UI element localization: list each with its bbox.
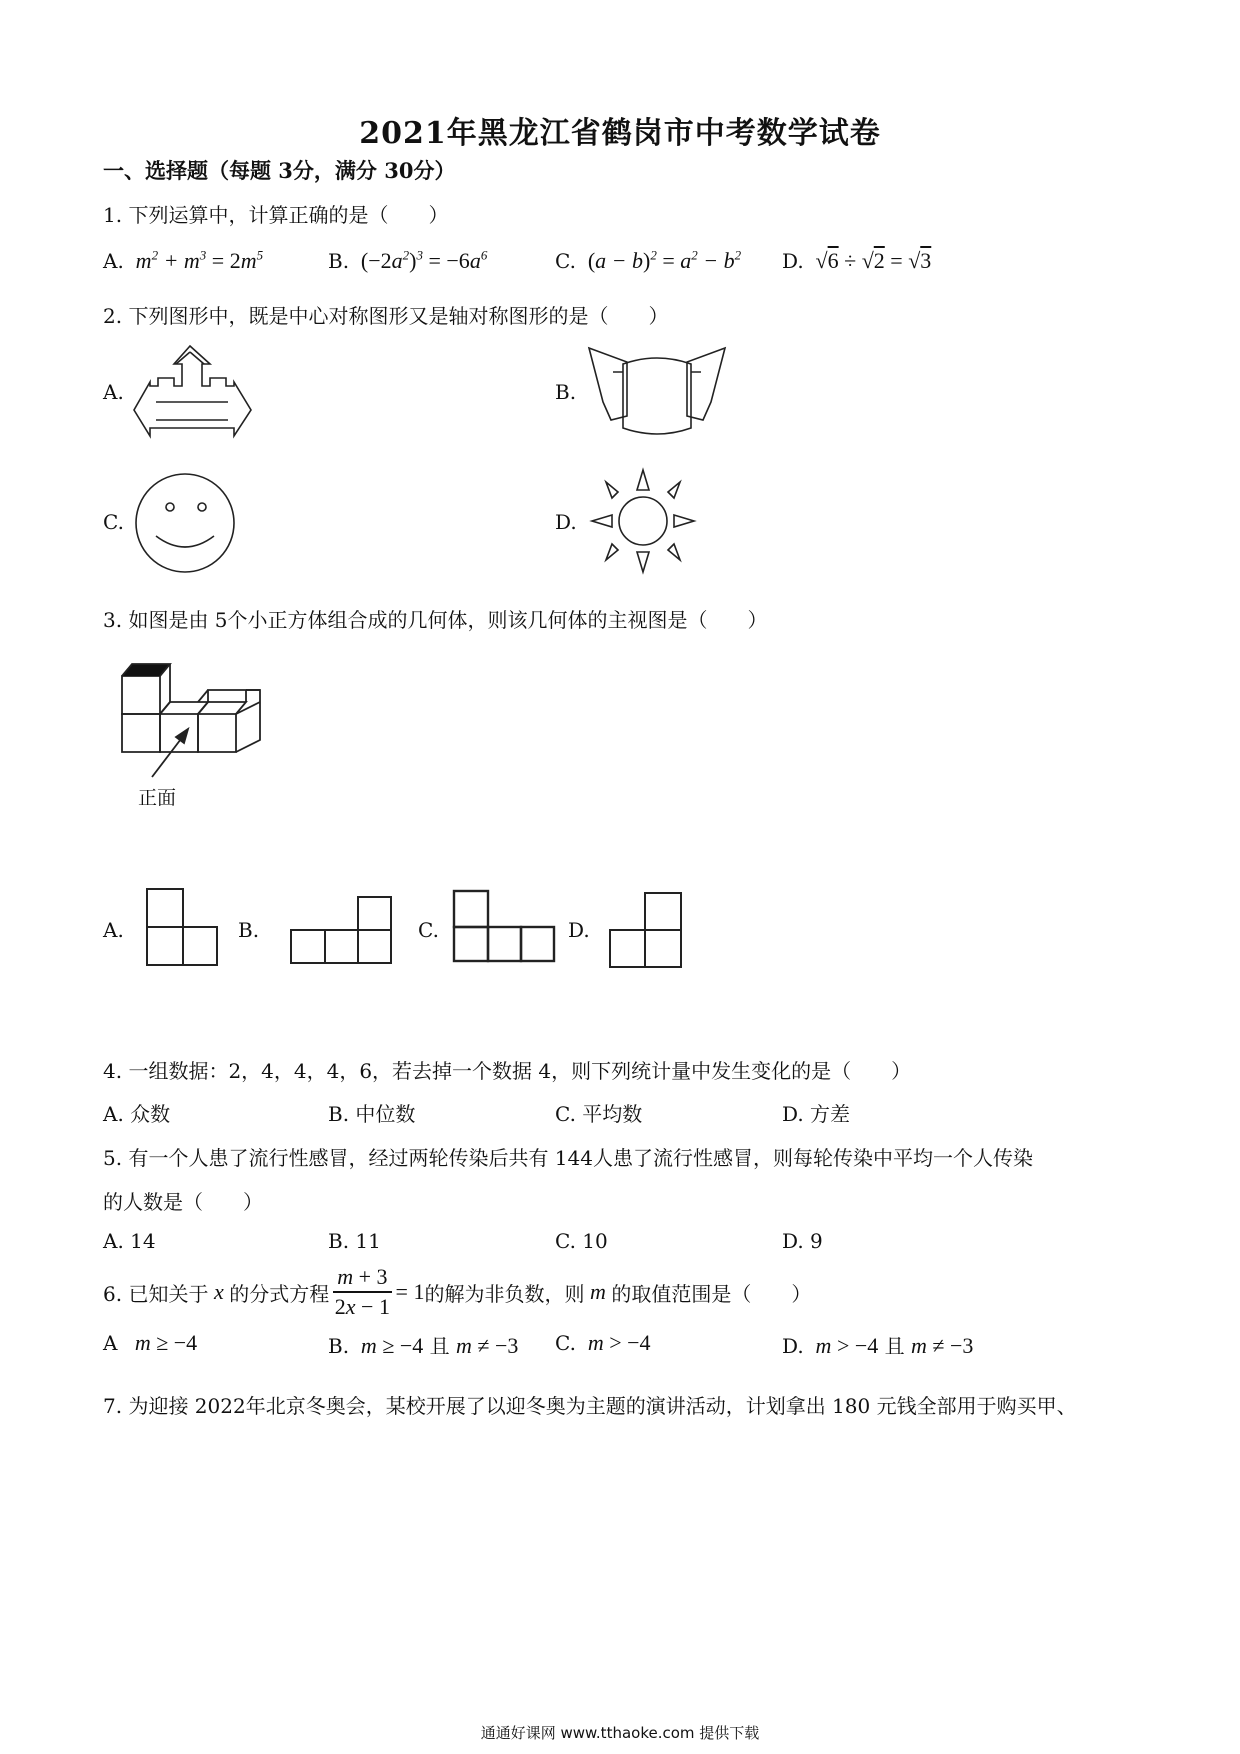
q2-label-d: D. xyxy=(555,510,577,534)
question-3: 3. 如图是由 5个小正方体组合成的几何体，则该几何体的主视图是（ ） xyxy=(103,608,768,632)
front-arrow xyxy=(140,725,200,785)
view-option-b xyxy=(288,894,394,966)
q1-option-d: D. √6 ÷ √2 = √3 xyxy=(782,248,932,273)
q5-option-c: C. 10 xyxy=(555,1229,608,1253)
question-7: 7. 为迎接 2022年北京冬奥会，某校开展了以迎冬奥为主题的演讲活动，计划拿出 180 元钱全部用于购买甲、 xyxy=(103,1394,1077,1418)
q6-option-b: B. m ≥ −4 且 m ≠ −3 xyxy=(328,1333,519,1358)
sun-figure xyxy=(588,466,698,576)
section-heading: 一、选择题（每题 3分，满分 30分） xyxy=(103,158,456,183)
smiley-face-figure xyxy=(132,470,238,576)
question-4: 4. 一组数据：2，4，4，4，6，若去掉一个数据 4，则下列统计量中发生变化的是（ ） xyxy=(103,1059,912,1083)
page-title: 2021年黑龙江省鹤岗市中考数学试卷 xyxy=(359,116,881,151)
q2-label-a: A. xyxy=(103,380,124,404)
question-2: 2. 下列图形中，既是中心对称图形又是轴对称图形的是（ ） xyxy=(103,304,669,328)
question-6: 6. 已知关于 x 的分式方程 $\frac{m + 3}{2x - 1}$ = 1 的解为非负数，则 m 的取值范围是（ ） xyxy=(103,1264,812,1319)
three-way-arrow-figure xyxy=(130,342,255,440)
q5-option-d: D. 9 xyxy=(782,1229,823,1253)
q2-label-c: C. xyxy=(103,510,124,534)
q3-label-d: D. xyxy=(568,918,590,942)
q4-option-b: B. 中位数 xyxy=(328,1102,416,1126)
q1-option-c: C. $(a - b)^2 = a^2 - b^2$ xyxy=(555,247,742,273)
ribbon-banner-figure xyxy=(583,342,731,438)
view-option-c xyxy=(451,888,557,964)
q6-option-c: C. m > −4 xyxy=(555,1330,651,1355)
q5-option-b: B. 11 xyxy=(328,1229,381,1253)
q6-option-a: A m ≥ −4 xyxy=(103,1330,198,1355)
q6-option-d: D. m > −4 且 m ≠ −3 xyxy=(782,1333,974,1358)
q3-label-b: B. xyxy=(238,918,260,942)
q2-label-b: B. xyxy=(555,380,577,404)
q4-option-d: D. 方差 xyxy=(782,1102,851,1126)
view-option-d xyxy=(607,890,685,970)
q5-option-a: A. 14 xyxy=(103,1229,156,1253)
footer-text: 通通好课网 www.tthaoke.com 提供下载 xyxy=(480,1724,760,1742)
q1-option-a: A. $m^2 + m^3 = 2m^5$ xyxy=(103,247,264,273)
footer xyxy=(0,1722,1240,1743)
view-option-a xyxy=(144,886,220,968)
q3-label-a: A. xyxy=(103,918,124,942)
question-5-line-1: 5. 有一个人患了流行性感冒，经过两轮传染后共有 144人患了流行性感冒，则每轮传染中平均一个人传染 xyxy=(103,1146,1033,1170)
fraction: $\frac{m + 3}{2x - 1}$ xyxy=(334,1264,390,1319)
question-5-line-2: 的人数是（ ） xyxy=(103,1190,263,1214)
q4-option-a: A. 众数 xyxy=(103,1102,171,1126)
q1-option-b: B. $(-2a^2)^3 = -6a^6$ xyxy=(328,247,488,273)
q4-option-c: C. 平均数 xyxy=(555,1102,643,1126)
question-1: 1. 下列运算中，计算正确的是（ ） xyxy=(103,203,449,227)
q3-label-c: C. xyxy=(418,918,439,942)
front-label: 正面 xyxy=(138,787,177,809)
